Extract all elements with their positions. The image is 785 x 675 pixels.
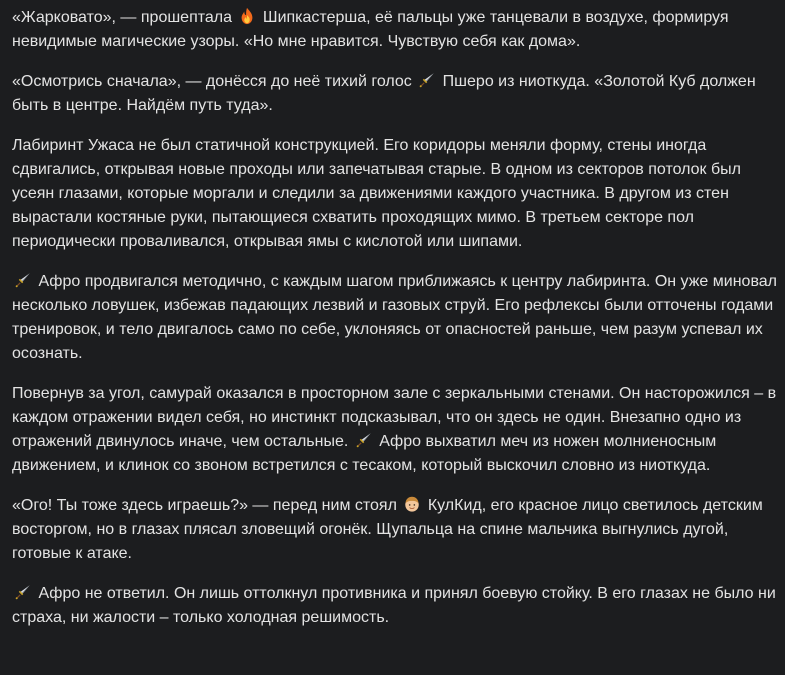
- dagger-icon: [14, 583, 32, 601]
- paragraph-text: Афро выхватил меч из ножен молниеносным движением, и клинок со звоном встретился с тесаком, который выскочил словно из ниоткуда.: [12, 433, 717, 474]
- paragraph-text: «Осмотрись сначала», — донёсся до неё тихий голос: [12, 73, 417, 90]
- story-paragraph: [12, 6, 780, 54]
- dagger-icon: [418, 71, 436, 89]
- story-paragraph: [12, 270, 780, 366]
- dagger-icon: [14, 271, 32, 289]
- paragraph-text: Афро не ответил. Он лишь оттолкнул противника и принял боевую стойку. В его глазах не было ни страха, ни жалости – только холодная решимость.: [12, 585, 776, 626]
- paragraph-text: «Жарковато», — прошептала: [12, 9, 237, 26]
- story-paragraph: [12, 494, 780, 566]
- paragraph-text: «Ого! Ты тоже здесь играешь?» — перед ним стоял: [12, 497, 402, 514]
- paragraph-text: КулКид, его красное лицо светилось детским восторгом, но в глазах плясал зловещий огонёк. Щупальца на спине мальчика выгнулись дугой, готовые к атаке.: [12, 497, 763, 562]
- paragraph-text: Лабиринт Ужаса не был статичной конструкцией. Его коридоры меняли форму, стены иногда сдвигались, открывая новые проходы или запечатывая старые. В одном из секторов потолок был усеян глазами, которые моргали и следили за движениями каждого участника. В другом из стен вырастали костяные руки, пытающиеся схватить проходящих мимо. В третьем секторе пол периодически проваливался, открывая ямы с кислотой или шипами.: [12, 137, 741, 250]
- paragraph-text: Повернув за угол, самурай оказался в просторном зале с зеркальными стенами. Он насторожился – в каждом отражении видел себя, но инстинкт подсказывал, что он здесь не один. Внезапно одно из отражений двинулось иначе, чем остальные.: [12, 385, 777, 450]
- paragraph-text: Пшеро из ниоткуда. «Золотой Куб должен быть в центре. Найдём путь туда».: [12, 73, 756, 114]
- story-paragraph: [12, 134, 780, 254]
- story-paragraph: [12, 582, 780, 630]
- boy-face-icon: [403, 495, 421, 513]
- story-paragraph: [12, 382, 780, 478]
- paragraph-text: Афро продвигался методично, с каждым шагом приближаясь к центру лабиринта. Он уже миновал несколько ловушек, избежав падающих лезвий и газовых струй. Его рефлексы были отточены годами тренировок, и тело двигалось само по себе, уклоняясь от опасностей раньше, чем разум успевал их осознать.: [12, 273, 777, 362]
- fire-icon: [238, 7, 256, 25]
- paragraph-text: Шипкастерша, её пальцы уже танцевали в воздухе, формируя невидимые магические узоры. «Но мне нравится. Чувствую себя как дома».: [12, 9, 729, 50]
- dagger-icon: [355, 431, 373, 449]
- story-paragraph: [12, 70, 780, 118]
- story-text: [12, 6, 780, 646]
